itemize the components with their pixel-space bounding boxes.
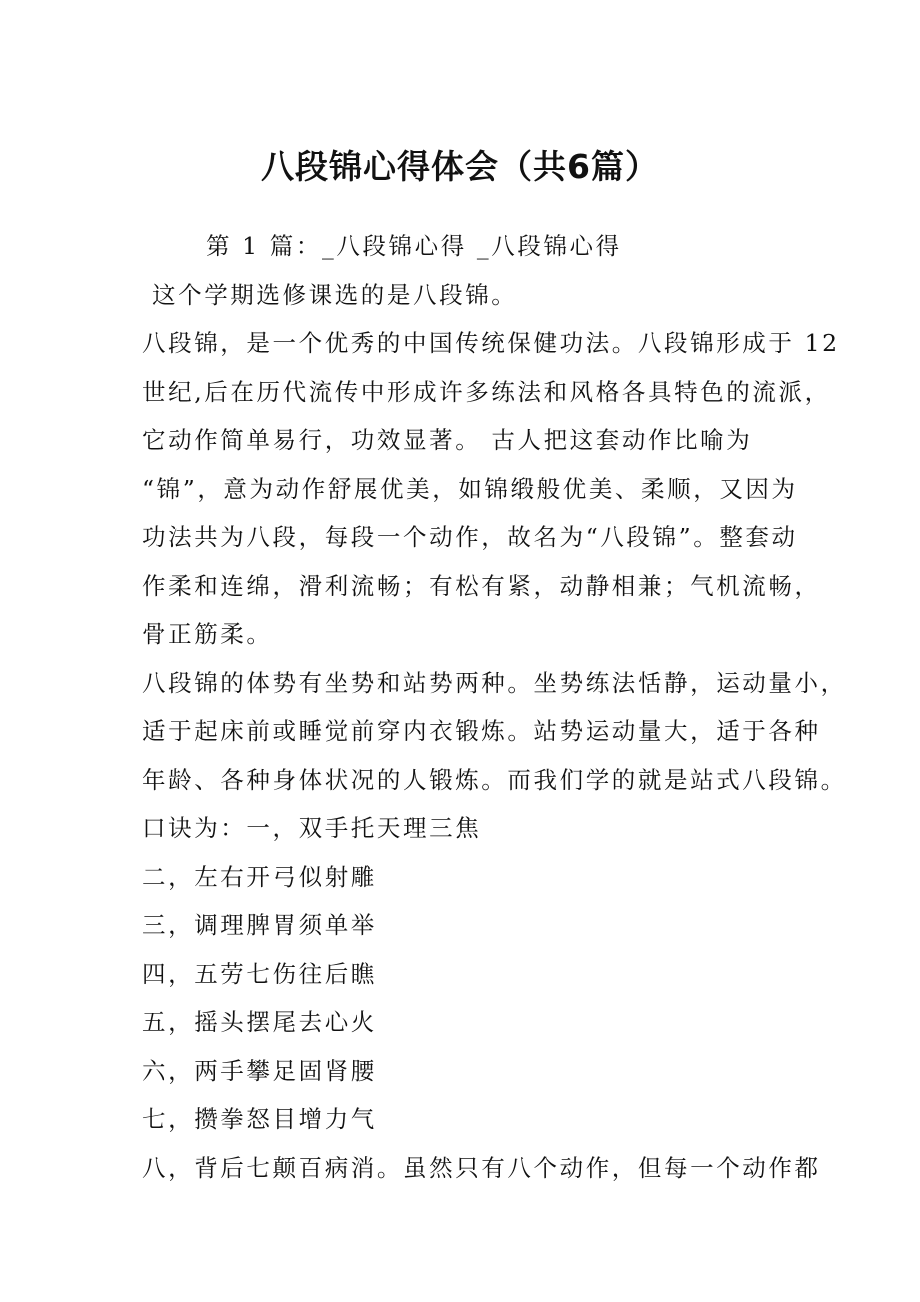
body-line: 八段锦的体势有坐势和站势两种。坐势练法恬静，运动量小，	[142, 668, 847, 697]
body-line: “锦”，意为动作舒展优美，如锦缎般优美、柔顺，又因为	[142, 474, 798, 503]
body-line: 它动作简单易行，功效显著。 古人把这套动作比喻为	[142, 426, 753, 454]
mnemonic-line: 五，摇头摆尾去心火	[142, 1008, 377, 1036]
body-line: 骨正筋柔。	[142, 620, 273, 648]
document-title: 八段锦心得体会（共6篇）	[261, 147, 659, 186]
mnemonic-line: 三，调理脾胃须单举	[142, 911, 377, 939]
mnemonic-line: 二，左右开弓似射雕	[142, 862, 377, 891]
intro-line: 这个学期选修课选的是八段锦。	[152, 280, 518, 309]
document-body	[142, 222, 847, 1192]
mnemonic-line: 八，背后七颠百病消。虽然只有八个动作，但每一个动作都	[142, 1153, 821, 1182]
body-line: 作柔和连绵，滑利流畅；有松有紧，动静相兼；气机流畅，	[142, 571, 821, 600]
mnemonic-line: 四，五劳七伤往后瞧	[142, 959, 377, 988]
mnemonic-line: 七，攒拳怒目增力气	[142, 1105, 377, 1133]
mnemonic-line: 六，两手攀足固肾腰	[142, 1056, 377, 1085]
section-heading: 第 1 篇：_八段锦心得 _八段锦心得	[206, 232, 622, 260]
body-line: 年龄、各种身体状况的人锻炼。而我们学的就是站式八段锦。	[142, 765, 847, 794]
body-line: 八段锦，是一个优秀的中国传统保健功法。八段锦形成于 12	[142, 329, 840, 357]
body-line: 适于起床前或睡觉前穿内衣锻炼。站势运动量大，适于各种	[142, 717, 821, 745]
mnemonic-line: 口诀为：一，双手托天理三焦	[142, 814, 482, 842]
body-line: 功法共为八段，每段一个动作，故名为“八段锦”。整套动	[142, 523, 798, 551]
body-line: 世纪,后在历代流传中形成许多练法和风格各具特色的流派，	[142, 377, 831, 406]
